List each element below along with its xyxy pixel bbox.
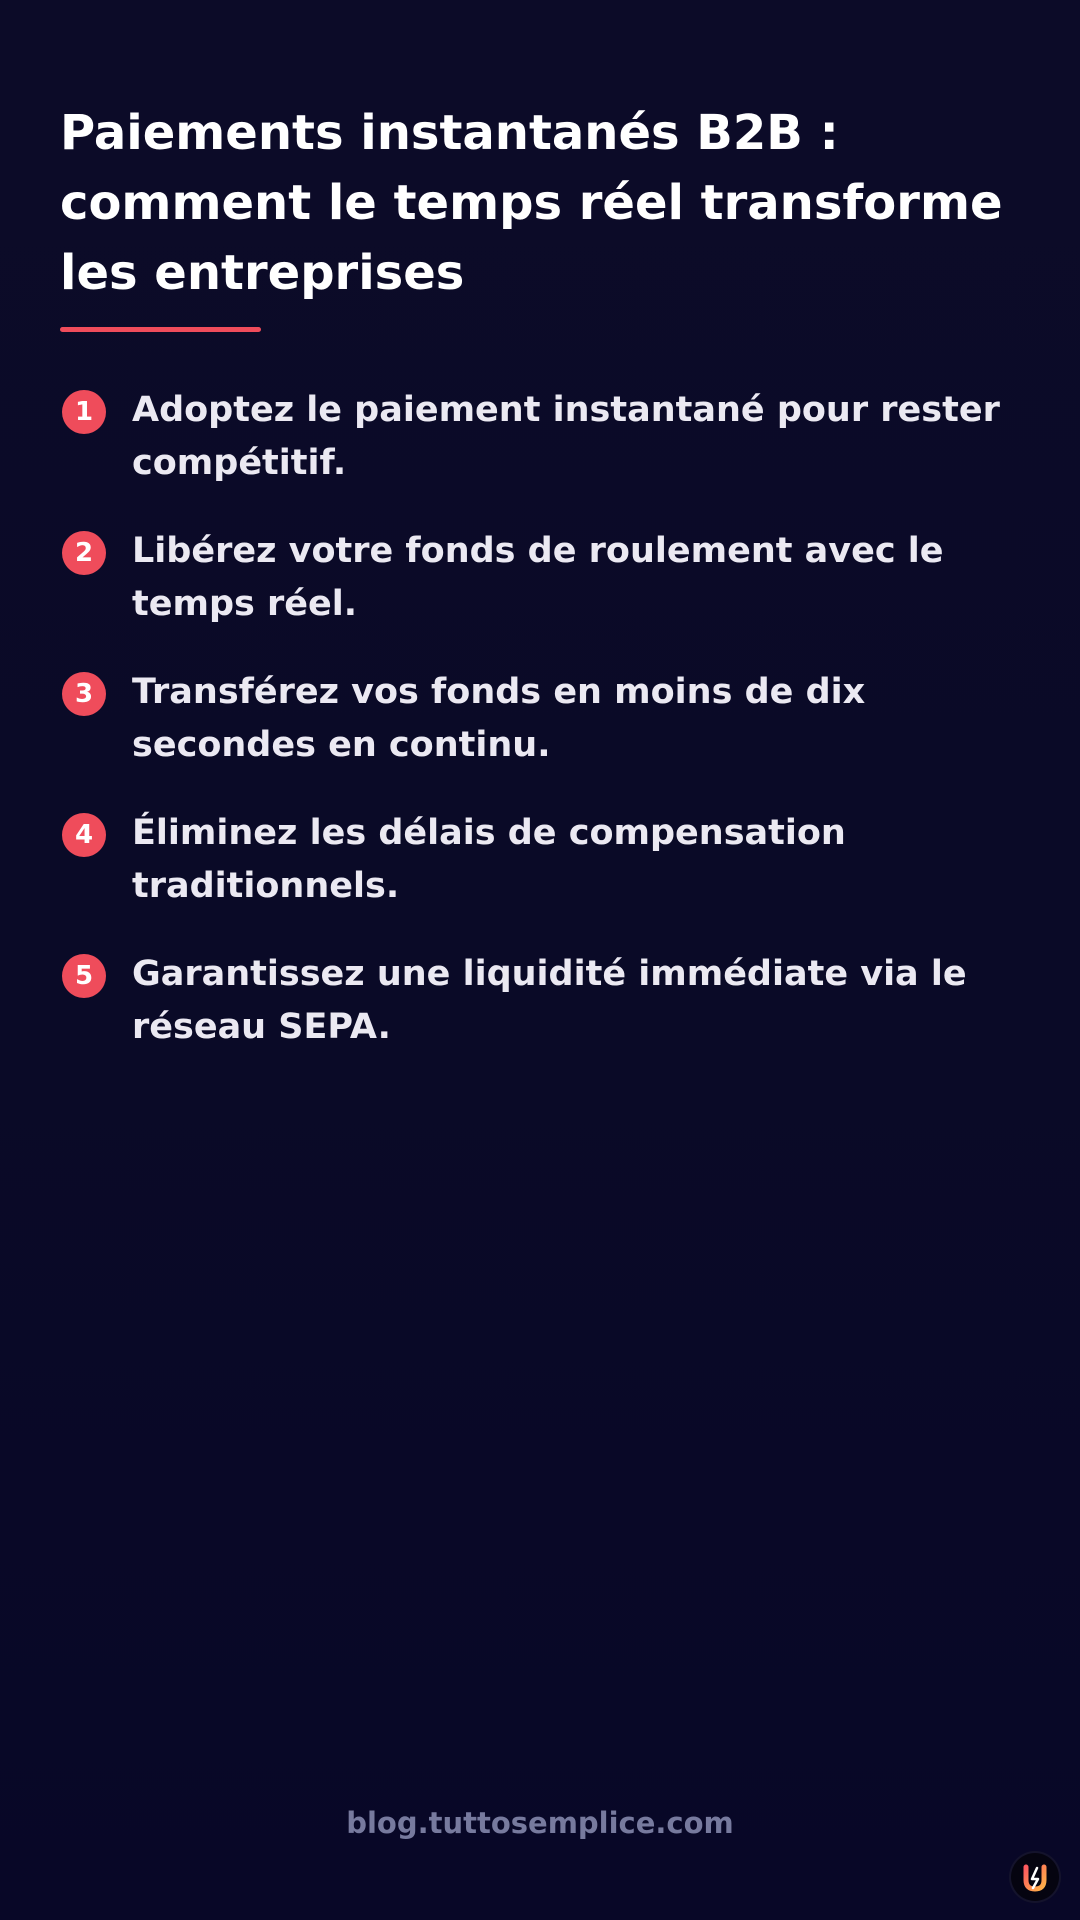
- number-badge: 5: [62, 954, 106, 998]
- list-item: [60, 525, 1020, 666]
- list-item: [60, 384, 1020, 525]
- logo-glyph: [1011, 1853, 1059, 1901]
- number-badge: 4: [62, 813, 106, 857]
- number-badge: 2: [62, 531, 106, 575]
- list-item-text: Garantissez une liquidité immédiate via le réseau SEPA.: [132, 954, 967, 1047]
- number-badge: 1: [62, 390, 106, 434]
- list-item-text: Libérez votre fonds de roulement avec le temps réel.: [132, 531, 944, 624]
- list-item-text: Transférez vos fonds en moins de dix secondes en continu.: [132, 672, 866, 765]
- list-item: [60, 807, 1020, 948]
- list-item: [60, 948, 1020, 1089]
- number-badge: 3: [62, 672, 106, 716]
- tuttosemplice-logo-icon: [1011, 1853, 1059, 1901]
- page-title: Paiements instantanés B2B : comment le temps réel transforme les entreprises: [60, 105, 1003, 301]
- list-item: [60, 666, 1020, 807]
- title-underline: [60, 327, 261, 332]
- list-item-text: Éliminez les délais de compensation traditionnels.: [132, 813, 846, 906]
- tips-list: [60, 384, 1020, 1089]
- list-item-text: Adoptez le paiement instantané pour rester compétitif.: [132, 390, 1000, 483]
- footer-url[interactable]: blog.tuttosemplice.com: [346, 1806, 734, 1840]
